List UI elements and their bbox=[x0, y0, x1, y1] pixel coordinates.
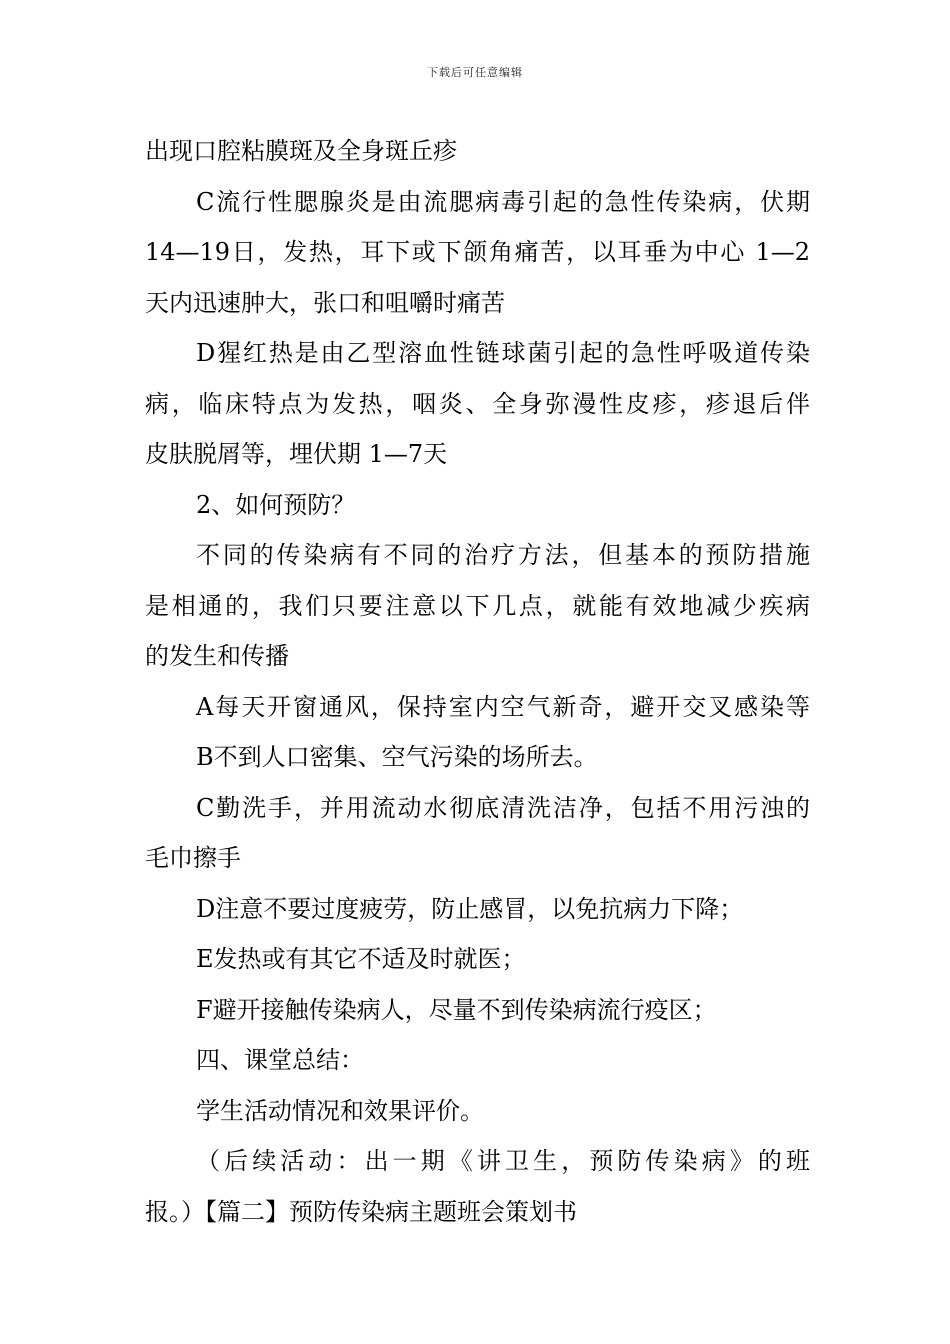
text-line: 14—19日，发热，耳下或下颌角痛苦，以耳垂为中心 1—2 bbox=[145, 238, 810, 266]
text-line: 的发生和传播 bbox=[145, 642, 289, 670]
list-item: B不到人口密集、空气污染的场所去。 bbox=[196, 743, 598, 771]
text-line: 学生活动情况和效果评价。 bbox=[196, 1096, 484, 1125]
text-line: 不同的传染病有不同的治疗方法，但基本的预防措施 bbox=[196, 541, 810, 569]
text-line: 报。）【篇二】预防传染病主题班会策划书 bbox=[145, 1197, 577, 1226]
text-line: 皮肤脱屑等，埋伏期 1—7天 bbox=[145, 440, 448, 468]
text-line: 病，临床特点为发热，咽炎、全身弥漫性皮疹，疹退后伴 bbox=[145, 389, 810, 418]
text-line: 出现口腔粘膜斑及全身斑丘疹 bbox=[145, 137, 457, 165]
text-line: D猩红热是由乙型溶血性链球菌引起的急性呼吸道传染 bbox=[196, 339, 810, 367]
list-item: A每天开窗通风，保持室内空气新奇，避开交叉感染等 bbox=[196, 692, 810, 721]
text-line: C流行性腮腺炎是由流腮病毒引起的急性传染病，伏期 bbox=[196, 187, 810, 216]
section-heading: 四、课堂总结： bbox=[196, 1046, 364, 1074]
section-heading: 2、如何预防？ bbox=[196, 490, 356, 519]
list-item: E发热或有其它不适及时就医； bbox=[196, 945, 526, 973]
list-item: D注意不要过度疲劳，防止感冒，以免抗病力下降； bbox=[196, 894, 744, 923]
text-line: 毛巾擦手 bbox=[145, 844, 241, 872]
list-item: C勤洗手，并用流动水彻底清洗洁净，包括不用污浊的 bbox=[196, 793, 810, 822]
page-header: 下载后可任意编辑 bbox=[427, 66, 523, 79]
text-line: 是相通的，我们只要注意以下几点，就能有效地减少疾病 bbox=[145, 591, 810, 620]
text-line: （后续活动：出一期《讲卫生，预防传染病》的班 bbox=[196, 1147, 810, 1175]
list-item: F避开接触传染病人，尽量不到传染病流行疫区； bbox=[196, 995, 717, 1024]
text-line: 天内迅速肿大，张口和咀嚼时痛苦 bbox=[145, 288, 505, 317]
document-body bbox=[145, 126, 810, 1237]
